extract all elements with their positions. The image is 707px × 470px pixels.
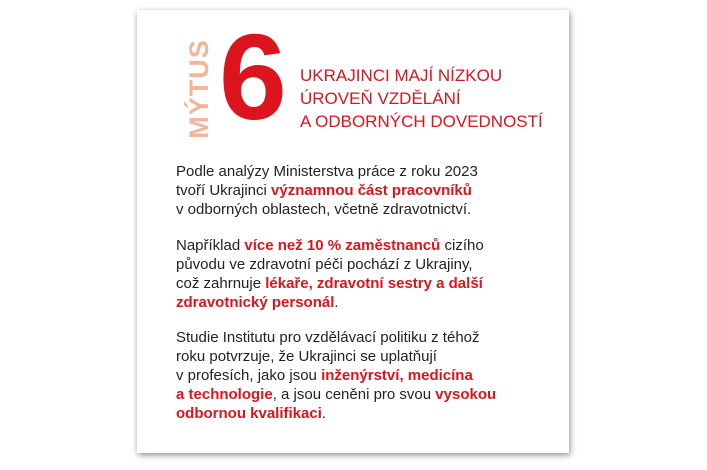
text-line xyxy=(176,366,496,385)
myth-label: MÝTUS xyxy=(184,39,214,139)
text-line xyxy=(176,181,478,200)
text-line xyxy=(176,385,496,404)
highlight-text: zdravotnický personál xyxy=(176,294,335,311)
highlight-text: vysokou xyxy=(435,386,497,403)
text-line: roku potvrzuje, že Ukrajinci se uplatňují xyxy=(176,348,437,365)
paragraph-healthcare xyxy=(176,236,484,312)
text-span: Například xyxy=(176,237,245,254)
text-line: původu ve zdravotní péči pochází z Ukrajiny, xyxy=(176,256,473,273)
text-span: tvoří Ukrajinci xyxy=(176,182,272,199)
text-span: . xyxy=(321,405,327,422)
headline-line: UKRAJINCI MAJÍ NÍZKOU xyxy=(300,66,503,85)
highlight-text: a technologie xyxy=(176,386,273,403)
highlight-text: inženýrství, medicína xyxy=(321,367,473,384)
headline-line: ÚROVEŇ VZDĚLÁNÍ xyxy=(300,89,461,108)
paragraph-study xyxy=(176,328,496,423)
text-line xyxy=(176,274,484,293)
text-line xyxy=(176,236,484,255)
highlight-text: lékaře, zdravotní sestry a další xyxy=(265,275,483,292)
myth-card xyxy=(137,10,569,453)
headline-line: A ODBORNÝCH DOVEDNOSTÍ xyxy=(300,112,543,131)
myth-number: 6 xyxy=(219,9,285,145)
highlight-text: více než 10 % zaměstnanců xyxy=(244,237,441,254)
highlight-text: významnou část pracovníků xyxy=(271,182,472,199)
text-span: což zahrnuje xyxy=(176,275,266,292)
text-span: cizího xyxy=(440,237,484,254)
text-span: . xyxy=(334,294,339,311)
text-line xyxy=(176,404,496,423)
headline xyxy=(300,64,543,133)
text-line: Studie Institutu pro vzdělávací politiku z téhož xyxy=(176,329,480,346)
text-line: Podle analýzy Ministerstva práce z roku 2023 xyxy=(176,163,478,180)
highlight-text: odbornou kvalifikaci xyxy=(176,405,322,422)
text-span: v profesích, jako jsou xyxy=(176,367,322,384)
paragraph-ministry xyxy=(176,162,478,219)
text-line xyxy=(176,293,484,312)
text-span: , a jsou ceněni pro svou xyxy=(272,386,436,403)
text-line: v odborných oblastech, včetně zdravotnictví. xyxy=(176,201,472,218)
